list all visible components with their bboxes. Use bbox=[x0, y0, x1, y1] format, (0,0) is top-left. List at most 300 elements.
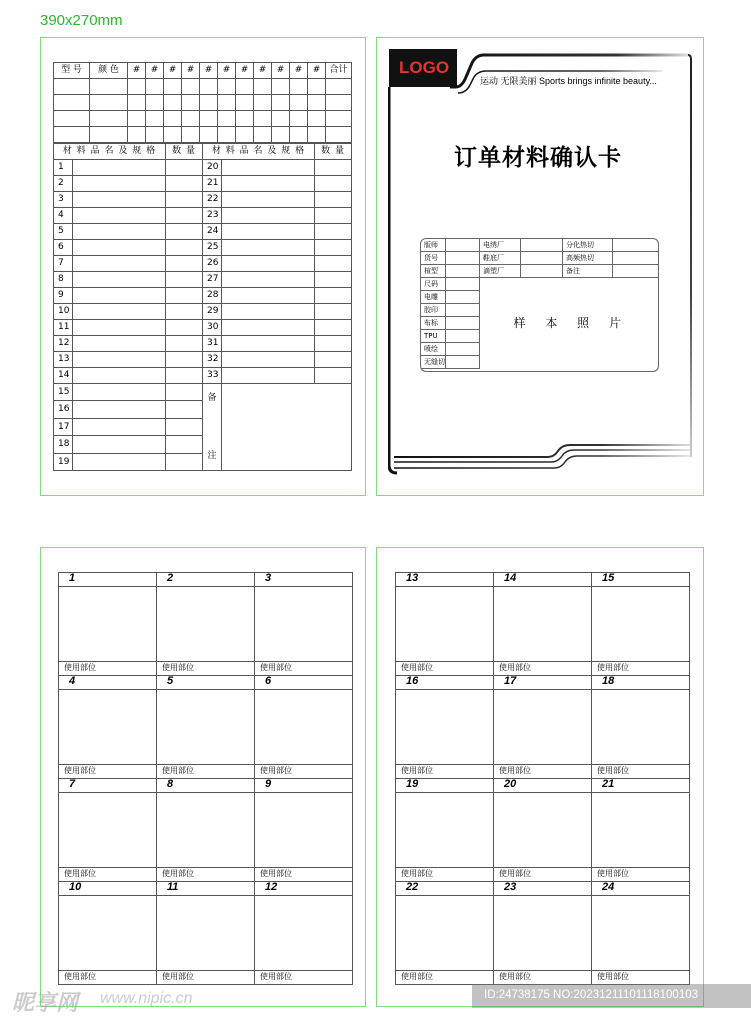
spec-input-cell[interactable] bbox=[182, 127, 200, 143]
photo-placeholder[interactable] bbox=[157, 793, 254, 868]
process-value-cell[interactable] bbox=[446, 343, 480, 356]
photo-cell-number: 3 bbox=[255, 573, 352, 587]
photo-grid-row bbox=[396, 882, 690, 985]
photo-grid-row bbox=[396, 779, 690, 882]
spec-input-cell[interactable] bbox=[146, 127, 164, 143]
photo-placeholder[interactable] bbox=[255, 690, 352, 765]
spec-input-cell[interactable] bbox=[236, 95, 254, 111]
material-name-header: 材 料 品 名 及 规 格 bbox=[54, 144, 166, 160]
material-qty-cell[interactable] bbox=[166, 304, 203, 320]
spec-input-cell[interactable] bbox=[182, 111, 200, 127]
spec-input-cell[interactable] bbox=[218, 127, 236, 143]
row-number: 13 bbox=[54, 352, 73, 368]
spec-input-cell[interactable] bbox=[54, 95, 90, 111]
info-value-cell[interactable] bbox=[613, 239, 660, 252]
spec-input-cell[interactable] bbox=[90, 127, 128, 143]
material-name-cell[interactable] bbox=[73, 384, 166, 401]
info-value-cell[interactable] bbox=[521, 252, 563, 265]
row-number: 5 bbox=[54, 224, 73, 240]
photo-cell[interactable] bbox=[255, 779, 353, 882]
material-qty-cell[interactable] bbox=[166, 240, 203, 256]
row-number: 6 bbox=[54, 240, 73, 256]
spec-input-cell[interactable] bbox=[90, 95, 128, 111]
usage-label: 使用部位 bbox=[162, 663, 194, 672]
material-qty-cell[interactable] bbox=[315, 272, 352, 288]
usage-label: 使用部位 bbox=[597, 972, 629, 981]
spec-input-cell[interactable] bbox=[290, 79, 308, 95]
photo-cell-number: 8 bbox=[157, 779, 254, 793]
material-qty-cell[interactable] bbox=[166, 224, 203, 240]
process-label: 无缝切 bbox=[421, 356, 446, 369]
spec-input-cell[interactable] bbox=[236, 79, 254, 95]
material-row bbox=[54, 352, 352, 368]
photo-placeholder[interactable] bbox=[59, 896, 156, 971]
photo-cell[interactable] bbox=[157, 676, 255, 779]
photo-placeholder[interactable] bbox=[255, 896, 352, 971]
info-value-cell[interactable] bbox=[521, 239, 563, 252]
row-number: 2 bbox=[54, 176, 73, 192]
material-row bbox=[54, 192, 352, 208]
photo-cell[interactable] bbox=[255, 573, 353, 676]
spec-input-cell[interactable] bbox=[128, 111, 146, 127]
material-qty-cell[interactable] bbox=[166, 288, 203, 304]
photo-cell[interactable] bbox=[494, 573, 592, 676]
photo-cell[interactable] bbox=[396, 882, 494, 985]
photo-grid-left bbox=[58, 572, 353, 985]
spec-input-cell[interactable] bbox=[254, 95, 272, 111]
photo-cell-number: 20 bbox=[494, 779, 591, 793]
row-number: 22 bbox=[203, 192, 222, 208]
photo-placeholder[interactable] bbox=[157, 587, 254, 662]
spec-input-cell[interactable] bbox=[326, 127, 352, 143]
process-value-cell[interactable] bbox=[446, 330, 480, 343]
photo-placeholder[interactable] bbox=[396, 690, 493, 765]
info-label: 高频热切 bbox=[563, 252, 613, 265]
spec-input-cell[interactable] bbox=[326, 111, 352, 127]
spec-input-cell[interactable] bbox=[182, 95, 200, 111]
material-row bbox=[54, 160, 352, 176]
material-row bbox=[54, 384, 352, 401]
material-qty-cell[interactable] bbox=[315, 368, 352, 384]
cover-card bbox=[388, 47, 692, 475]
usage-label: 使用部位 bbox=[597, 663, 629, 672]
photo-cell[interactable] bbox=[592, 676, 690, 779]
process-label: 电雕 bbox=[421, 291, 446, 304]
material-name-cell[interactable] bbox=[222, 176, 315, 192]
spec-input-cell[interactable] bbox=[218, 79, 236, 95]
page-title: 订单材料确认卡 bbox=[454, 145, 622, 171]
photo-placeholder[interactable] bbox=[396, 896, 493, 971]
photo-placeholder[interactable] bbox=[592, 690, 689, 765]
material-name-cell[interactable] bbox=[73, 320, 166, 336]
usage-label: 使用部位 bbox=[162, 766, 194, 775]
spec-header-cell: # bbox=[164, 63, 182, 79]
material-qty-cell[interactable] bbox=[166, 418, 203, 435]
info-label: 分化热切 bbox=[563, 239, 613, 252]
photo-cell[interactable] bbox=[59, 676, 157, 779]
spec-input-cell[interactable] bbox=[290, 95, 308, 111]
grid-right-wrap bbox=[395, 572, 690, 985]
info-label: 备注 bbox=[563, 265, 613, 278]
material-name-cell[interactable] bbox=[222, 368, 315, 384]
material-name-cell[interactable] bbox=[73, 418, 166, 435]
row-number: 1 bbox=[54, 160, 73, 176]
sample-photo-label: 样 本 照 片 bbox=[513, 316, 629, 331]
spec-input-cell[interactable] bbox=[326, 95, 352, 111]
material-qty-cell[interactable] bbox=[166, 368, 203, 384]
photo-placeholder[interactable] bbox=[592, 793, 689, 868]
info-value-cell[interactable] bbox=[521, 265, 563, 278]
material-qty-cell[interactable] bbox=[166, 352, 203, 368]
material-qty-cell[interactable] bbox=[166, 208, 203, 224]
material-name-cell[interactable] bbox=[73, 352, 166, 368]
material-name-cell[interactable] bbox=[222, 208, 315, 224]
material-qty-header-2: 数 量 bbox=[315, 144, 352, 160]
material-qty-cell[interactable] bbox=[315, 176, 352, 192]
spec-input-cell[interactable] bbox=[326, 79, 352, 95]
row-number: 21 bbox=[203, 176, 222, 192]
material-name-cell[interactable] bbox=[73, 288, 166, 304]
usage-label: 使用部位 bbox=[401, 972, 433, 981]
material-name-cell[interactable] bbox=[73, 224, 166, 240]
photo-grid-row bbox=[59, 573, 353, 676]
photo-cell-number: 6 bbox=[255, 676, 352, 690]
spec-input-cell[interactable] bbox=[164, 127, 182, 143]
photo-cell-number: 11 bbox=[157, 882, 254, 896]
material-row bbox=[54, 368, 352, 384]
photo-placeholder[interactable] bbox=[59, 793, 156, 868]
material-name-cell[interactable] bbox=[222, 256, 315, 272]
photo-cell[interactable] bbox=[396, 676, 494, 779]
material-name-cell[interactable] bbox=[73, 160, 166, 176]
process-value-cell[interactable] bbox=[446, 304, 480, 317]
photo-placeholder[interactable] bbox=[592, 587, 689, 662]
material-qty-cell[interactable] bbox=[315, 192, 352, 208]
photo-grid-row bbox=[396, 676, 690, 779]
spec-input-cell[interactable] bbox=[236, 127, 254, 143]
material-name-cell[interactable] bbox=[222, 336, 315, 352]
row-number: 12 bbox=[54, 336, 73, 352]
info-value-cell[interactable] bbox=[613, 252, 660, 265]
material-qty-cell[interactable] bbox=[315, 224, 352, 240]
photo-placeholder[interactable] bbox=[255, 793, 352, 868]
spec-input-cell[interactable] bbox=[236, 111, 254, 127]
photo-cell-number: 7 bbox=[59, 779, 156, 793]
photo-placeholder[interactable] bbox=[592, 896, 689, 971]
spec-input-cell[interactable] bbox=[290, 111, 308, 127]
material-qty-cell[interactable] bbox=[166, 401, 203, 418]
photo-cell-number: 12 bbox=[255, 882, 352, 896]
usage-label: 使用部位 bbox=[499, 869, 531, 878]
spec-input-cell[interactable] bbox=[254, 79, 272, 95]
material-name-cell[interactable] bbox=[73, 453, 166, 471]
spec-input-cell[interactable] bbox=[146, 79, 164, 95]
photo-cell[interactable] bbox=[59, 573, 157, 676]
material-name-cell[interactable] bbox=[222, 240, 315, 256]
spec-input-cell[interactable] bbox=[164, 95, 182, 111]
row-number: 31 bbox=[203, 336, 222, 352]
photo-cell[interactable] bbox=[59, 882, 157, 985]
spec-input-cell[interactable] bbox=[146, 95, 164, 111]
material-row bbox=[54, 288, 352, 304]
photo-placeholder[interactable] bbox=[59, 690, 156, 765]
spec-header-cell: # bbox=[272, 63, 290, 79]
material-qty-cell[interactable] bbox=[166, 320, 203, 336]
materials-table bbox=[53, 143, 352, 471]
usage-label: 使用部位 bbox=[260, 972, 292, 981]
spec-header-cell: # bbox=[236, 63, 254, 79]
photo-cell-number: 18 bbox=[592, 676, 689, 690]
material-name-cell[interactable] bbox=[73, 192, 166, 208]
photo-cell[interactable] bbox=[157, 573, 255, 676]
spec-header-cell: 颜 色 bbox=[90, 63, 128, 79]
info-label: 货号 bbox=[421, 252, 446, 265]
process-label: 胶印 bbox=[421, 304, 446, 317]
photo-placeholder[interactable] bbox=[157, 690, 254, 765]
usage-label: 使用部位 bbox=[499, 766, 531, 775]
photo-cell[interactable] bbox=[494, 676, 592, 779]
photo-cell-number: 17 bbox=[494, 676, 591, 690]
spec-header-cell: # bbox=[182, 63, 200, 79]
photo-cell-number: 24 bbox=[592, 882, 689, 896]
row-number: 20 bbox=[203, 160, 222, 176]
process-value-cell[interactable] bbox=[446, 356, 480, 369]
photo-cell[interactable] bbox=[592, 779, 690, 882]
photo-grid-row bbox=[59, 882, 353, 985]
spec-input-cell[interactable] bbox=[308, 79, 326, 95]
spec-input-cell[interactable] bbox=[128, 95, 146, 111]
watermark-brand: 昵享网 bbox=[12, 990, 79, 1015]
spec-input-cell[interactable] bbox=[90, 111, 128, 127]
sample-photo-area[interactable] bbox=[480, 278, 660, 369]
material-name-cell[interactable] bbox=[222, 224, 315, 240]
material-qty-cell[interactable] bbox=[315, 304, 352, 320]
photo-grid-right bbox=[395, 572, 690, 985]
material-qty-cell[interactable] bbox=[166, 384, 203, 401]
photo-placeholder[interactable] bbox=[494, 793, 591, 868]
material-name-cell[interactable] bbox=[73, 304, 166, 320]
material-qty-cell[interactable] bbox=[166, 192, 203, 208]
material-qty-cell[interactable] bbox=[315, 256, 352, 272]
spec-input-cell[interactable] bbox=[272, 111, 290, 127]
spec-input-cell[interactable] bbox=[128, 79, 146, 95]
photo-cell-number: 4 bbox=[59, 676, 156, 690]
photo-cell[interactable] bbox=[59, 779, 157, 882]
photo-placeholder[interactable] bbox=[396, 793, 493, 868]
spec-table bbox=[53, 62, 352, 143]
material-name-cell[interactable] bbox=[222, 272, 315, 288]
spec-input-cell[interactable] bbox=[308, 111, 326, 127]
grid-left-wrap bbox=[58, 572, 353, 985]
usage-label: 使用部位 bbox=[260, 869, 292, 878]
spec-input-cell[interactable] bbox=[254, 111, 272, 127]
usage-label: 使用部位 bbox=[597, 766, 629, 775]
usage-label: 使用部位 bbox=[260, 663, 292, 672]
spec-input-cell[interactable] bbox=[90, 79, 128, 95]
info-row bbox=[421, 252, 660, 265]
watermark-id-bar bbox=[472, 984, 751, 1008]
photo-placeholder[interactable] bbox=[255, 587, 352, 662]
photo-placeholder[interactable] bbox=[494, 690, 591, 765]
material-name-cell[interactable] bbox=[73, 176, 166, 192]
spec-input-cell[interactable] bbox=[54, 111, 90, 127]
info-value-cell[interactable] bbox=[446, 252, 480, 265]
info-label: 鞋底厂 bbox=[480, 252, 521, 265]
spec-input-cell[interactable] bbox=[308, 95, 326, 111]
row-number: 17 bbox=[54, 418, 73, 435]
usage-label: 使用部位 bbox=[401, 869, 433, 878]
spec-input-cell[interactable] bbox=[164, 79, 182, 95]
material-name-cell[interactable] bbox=[222, 288, 315, 304]
row-number: 10 bbox=[54, 304, 73, 320]
spec-input-cell[interactable] bbox=[218, 111, 236, 127]
row-number: 27 bbox=[203, 272, 222, 288]
material-name-cell[interactable] bbox=[73, 272, 166, 288]
material-row bbox=[54, 320, 352, 336]
material-row bbox=[54, 336, 352, 352]
usage-label: 使用部位 bbox=[499, 663, 531, 672]
spec-input-cell[interactable] bbox=[182, 79, 200, 95]
photo-cell-number: 14 bbox=[494, 573, 591, 587]
spec-row bbox=[54, 95, 352, 111]
spec-input-cell[interactable] bbox=[290, 127, 308, 143]
material-row bbox=[54, 240, 352, 256]
material-qty-cell[interactable] bbox=[166, 160, 203, 176]
material-name-cell[interactable] bbox=[73, 368, 166, 384]
material-name-cell[interactable] bbox=[222, 160, 315, 176]
process-value-cell[interactable] bbox=[446, 278, 480, 291]
info-box bbox=[420, 238, 659, 372]
material-name-cell[interactable] bbox=[222, 320, 315, 336]
spec-table-wrap bbox=[53, 62, 352, 143]
material-name-header-2: 材 料 品 名 及 规 格 bbox=[203, 144, 315, 160]
material-name-cell[interactable] bbox=[73, 436, 166, 453]
spec-input-cell[interactable] bbox=[54, 79, 90, 95]
info-value-cell[interactable] bbox=[613, 265, 660, 278]
spec-input-cell[interactable] bbox=[200, 79, 218, 95]
info-value-cell[interactable] bbox=[446, 239, 480, 252]
process-value-cell[interactable] bbox=[446, 291, 480, 304]
usage-label: 使用部位 bbox=[64, 869, 96, 878]
remark-field[interactable] bbox=[222, 384, 352, 471]
process-value-cell[interactable] bbox=[446, 317, 480, 330]
material-row bbox=[54, 256, 352, 272]
spec-input-cell[interactable] bbox=[200, 111, 218, 127]
row-number: 24 bbox=[203, 224, 222, 240]
info-label: 滴塑厂 bbox=[480, 265, 521, 278]
material-qty-cell[interactable] bbox=[166, 272, 203, 288]
photo-placeholder[interactable] bbox=[59, 587, 156, 662]
info-value-cell[interactable] bbox=[446, 265, 480, 278]
material-qty-cell[interactable] bbox=[166, 176, 203, 192]
row-number: 25 bbox=[203, 240, 222, 256]
info-label: 版师 bbox=[421, 239, 446, 252]
spec-input-cell[interactable] bbox=[272, 95, 290, 111]
photo-cell[interactable] bbox=[592, 882, 690, 985]
spec-input-cell[interactable] bbox=[254, 127, 272, 143]
spec-input-cell[interactable] bbox=[128, 127, 146, 143]
material-name-cell[interactable] bbox=[73, 336, 166, 352]
material-name-cell[interactable] bbox=[73, 256, 166, 272]
material-qty-cell[interactable] bbox=[315, 320, 352, 336]
spec-row bbox=[54, 79, 352, 95]
logo-text: LOGO bbox=[399, 58, 450, 77]
material-qty-cell[interactable] bbox=[166, 256, 203, 272]
material-name-cell[interactable] bbox=[73, 240, 166, 256]
process-label: TPU bbox=[421, 330, 446, 343]
spec-row bbox=[54, 127, 352, 143]
material-qty-cell[interactable] bbox=[315, 240, 352, 256]
spec-input-cell[interactable] bbox=[54, 127, 90, 143]
material-name-cell[interactable] bbox=[222, 352, 315, 368]
material-name-cell[interactable] bbox=[73, 401, 166, 418]
spec-input-cell[interactable] bbox=[200, 95, 218, 111]
row-number: 14 bbox=[54, 368, 73, 384]
process-label: 喷绘 bbox=[421, 343, 446, 356]
spec-input-cell[interactable] bbox=[272, 79, 290, 95]
material-qty-cell[interactable] bbox=[315, 336, 352, 352]
photo-cell-number: 15 bbox=[592, 573, 689, 587]
material-name-cell[interactable] bbox=[73, 208, 166, 224]
watermark-id: ID:24738175 NO:20231211101118100103 bbox=[484, 989, 699, 1001]
material-qty-cell[interactable] bbox=[315, 208, 352, 224]
material-name-cell[interactable] bbox=[222, 192, 315, 208]
usage-label: 使用部位 bbox=[64, 972, 96, 981]
material-row bbox=[54, 208, 352, 224]
info-row bbox=[421, 265, 660, 278]
spec-input-cell[interactable] bbox=[272, 127, 290, 143]
photo-placeholder[interactable] bbox=[494, 587, 591, 662]
spec-input-cell[interactable] bbox=[164, 111, 182, 127]
usage-label: 使用部位 bbox=[401, 766, 433, 775]
photo-cell[interactable] bbox=[396, 779, 494, 882]
material-qty-cell[interactable] bbox=[315, 160, 352, 176]
photo-cell-number: 16 bbox=[396, 676, 493, 690]
photo-cell[interactable] bbox=[157, 779, 255, 882]
material-qty-cell[interactable] bbox=[166, 336, 203, 352]
usage-label: 使用部位 bbox=[260, 766, 292, 775]
remark-label: 备 注 bbox=[203, 384, 222, 471]
spec-input-cell[interactable] bbox=[146, 111, 164, 127]
photo-grid-row bbox=[396, 573, 690, 676]
photo-cell[interactable] bbox=[157, 882, 255, 985]
material-qty-cell[interactable] bbox=[166, 453, 203, 471]
spec-input-cell[interactable] bbox=[308, 127, 326, 143]
row-number: 23 bbox=[203, 208, 222, 224]
photo-cell[interactable] bbox=[255, 882, 353, 985]
photo-cell-number: 19 bbox=[396, 779, 493, 793]
row-number: 4 bbox=[54, 208, 73, 224]
photo-cell[interactable] bbox=[494, 779, 592, 882]
material-qty-cell[interactable] bbox=[166, 436, 203, 453]
material-qty-cell[interactable] bbox=[315, 352, 352, 368]
material-name-cell[interactable] bbox=[222, 304, 315, 320]
usage-label: 使用部位 bbox=[401, 663, 433, 672]
photo-cell[interactable] bbox=[494, 882, 592, 985]
spec-input-cell[interactable] bbox=[200, 127, 218, 143]
photo-cell[interactable] bbox=[396, 573, 494, 676]
photo-placeholder[interactable] bbox=[494, 896, 591, 971]
photo-placeholder[interactable] bbox=[396, 587, 493, 662]
photo-placeholder[interactable] bbox=[157, 896, 254, 971]
photo-cell[interactable] bbox=[255, 676, 353, 779]
spec-input-cell[interactable] bbox=[218, 95, 236, 111]
material-qty-cell[interactable] bbox=[315, 288, 352, 304]
logo-block bbox=[389, 49, 457, 87]
photo-cell[interactable] bbox=[592, 573, 690, 676]
photo-cell-number: 21 bbox=[592, 779, 689, 793]
row-number: 11 bbox=[54, 320, 73, 336]
